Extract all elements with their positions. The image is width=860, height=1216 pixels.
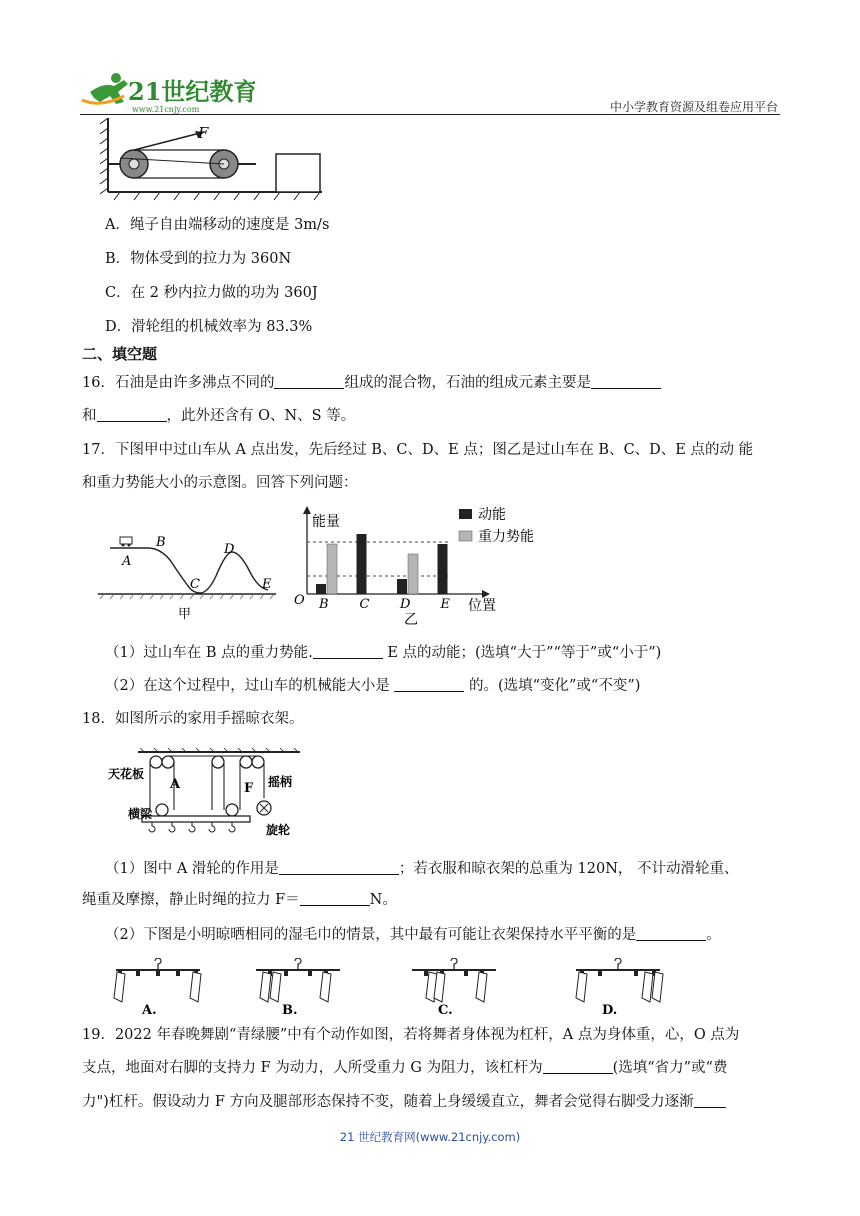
legend-potential-swatch: [459, 531, 472, 541]
q18-sub2-text-b: 。: [706, 927, 721, 943]
wheel-label: 旋轮: [266, 823, 291, 837]
q18-sub1-line1: [105, 859, 739, 879]
q17-line2: 和重力势能大小的示意图。回答下列问题：: [82, 475, 358, 491]
beam-label: 横梁: [128, 807, 153, 821]
q17-blank-1[interactable]: [313, 643, 383, 659]
bar-C-kinetic: [357, 534, 367, 594]
force-label: F: [198, 124, 209, 142]
q16-blank-2[interactable]: [591, 373, 661, 389]
q16-blank-3[interactable]: [97, 406, 167, 422]
option-a-label: A.: [142, 1003, 157, 1018]
q18-title: 18．如图所示的家用手摇晾衣架。: [82, 711, 304, 727]
q16-text-3: 和: [82, 408, 97, 424]
q18-sub2: [105, 925, 721, 945]
q18-sub2-text-a: （2）下图是小明晾晒相同的湿毛巾的情景，其中最有可能让衣架保持水平平衡的是: [105, 927, 637, 943]
logo-url: www.21cnjy.com: [132, 105, 200, 114]
q18-blank-3[interactable]: [636, 925, 706, 941]
legend-potential-label: 重力势能: [478, 529, 534, 545]
q15-option-b: B．物体受到的拉力为 360N: [105, 251, 292, 267]
q18-sub1-text-d: N。: [369, 892, 397, 908]
q17-sub1-text-a: （1）过山车在 B 点的重力势能.: [105, 645, 313, 661]
q15-pulley-figure: [100, 118, 330, 206]
q17-sub2-text-a: （2）在这个过程中，过山车的机械能大小是: [105, 678, 395, 694]
q16-line2: [82, 406, 355, 426]
point-a-label: A: [122, 554, 132, 569]
q17-sub1: [105, 643, 661, 663]
chart-origin: O: [294, 593, 305, 608]
point-c-label: C: [190, 577, 200, 592]
footer: 21 世纪教育网(www.21cnjy.com): [339, 1130, 521, 1144]
q19-line1: 19．2022 年春晚舞剧“青绿腰”中有个动作如图，若将舞者身体视为杠杆，A 点为身体重，心，O 点为: [82, 1027, 740, 1043]
q16-text-4: ，此外还含有 O、N、S 等。: [166, 408, 356, 424]
legend-kinetic-swatch: [459, 509, 472, 519]
f-label: F: [244, 781, 254, 796]
q17-sub2-text-b: 的。(选填“变化”或“不变”): [464, 678, 641, 694]
q15-option-c: C．在 2 秒内拉力做的功为 360J: [105, 285, 318, 301]
x-tick-B: B: [319, 597, 329, 612]
bar-D-potential: [408, 554, 418, 594]
q19-text-c: 力")杠杆。假设动力 F 方向及腿部形态保持不变，随着上身缓缓直立，舞者会觉得右脚受力逐渐: [82, 1094, 694, 1110]
q16-text-2: 组成的混合物，石油的组成元素主要是: [344, 375, 591, 391]
chart-xlabel: 位置: [468, 598, 496, 614]
logo: [80, 70, 255, 116]
point-d-label: D: [224, 542, 235, 557]
q18-sub1-text-c: 绳重及摩擦，静止时绳的拉力 F＝: [82, 892, 300, 908]
pulley-a-label: A: [170, 777, 181, 792]
q17-blank-2[interactable]: [394, 676, 464, 692]
q18-sub1-line2: [82, 890, 397, 910]
option-b-label: B.: [282, 1003, 298, 1018]
clothes-rack-figure: [108, 748, 308, 842]
towel-rack-option-d: [576, 958, 663, 1002]
q18-sub1-text-b: ；若衣服和晾衣架的总重为 120N， 不计动滑轮重、: [398, 861, 739, 877]
x-tick-D: D: [400, 597, 411, 612]
option-d-label: D.: [602, 1003, 618, 1018]
platform-name: 中小学教育资源及组卷应用平台: [609, 100, 778, 114]
ceiling-label: 天花板: [108, 767, 145, 781]
q19-line3: [82, 1092, 726, 1112]
q17-sub2: [105, 676, 640, 696]
q16-blank-1[interactable]: [274, 373, 344, 389]
q18-sub1-text-a: （1）图中 A 滑轮的作用是: [105, 861, 279, 877]
handle-label: 摇柄: [268, 775, 293, 789]
point-b-label: B: [156, 535, 166, 550]
q15-option-d: D．滑轮组的机械效率为 83.3%: [105, 319, 313, 335]
option-c-label: C.: [438, 1003, 453, 1018]
towel-options-figure: [108, 958, 668, 1024]
header-divider: [80, 114, 780, 115]
legend-kinetic-label: 动能: [478, 507, 506, 523]
runner-logo-icon: [82, 73, 128, 104]
q19-text-b: (选填“省力”或“费: [612, 1060, 728, 1076]
x-tick-E: E: [440, 597, 450, 612]
bar-B-potential: [327, 544, 337, 594]
roller-coaster-figure: [98, 530, 283, 624]
chart-ylabel: 能量: [312, 514, 340, 530]
q18-blank-1[interactable]: [279, 859, 399, 875]
q17-line1: 17．下图甲中过山车从 A 点出发，先后经过 B、C、D、E 点；图乙是过山车在 B、C、D、E 点的动 能: [82, 442, 754, 458]
energy-chart: [292, 500, 547, 634]
q19-line2: [82, 1058, 727, 1078]
section-title: 二、填空题: [82, 345, 158, 363]
bar-E-kinetic: [438, 544, 448, 594]
towel-rack-option-b: [256, 958, 340, 1002]
q18-blank-2[interactable]: [300, 890, 370, 906]
x-tick-C: C: [359, 597, 370, 612]
point-e-label: E: [262, 577, 272, 592]
q16-line1: [82, 373, 661, 393]
q16-text-1: 16．石油是由许多沸点不同的: [82, 375, 275, 391]
towel-rack-option-a: [114, 958, 201, 1002]
figure-yi-caption: 乙: [404, 612, 418, 628]
q19-blank-2[interactable]: [694, 1092, 726, 1108]
q19-text-a: 支点，地面对右脚的支持力 F 为动力，人所受重力 G 为阻力，该杠杆为: [82, 1060, 543, 1076]
bar-B-kinetic: [316, 584, 326, 594]
towel-rack-option-c: [412, 958, 496, 1002]
figure-jia-caption: 甲: [178, 607, 192, 620]
q15-option-a: A．绳子自由端移动的速度是 3m/s: [105, 217, 330, 233]
q17-sub1-text-b: E 点的动能；(选填“大于”“等于”或“小于”): [382, 645, 662, 661]
bar-D-kinetic: [397, 579, 407, 594]
q19-blank-1[interactable]: [543, 1058, 613, 1074]
logo-text: 21世纪教育: [128, 77, 255, 106]
